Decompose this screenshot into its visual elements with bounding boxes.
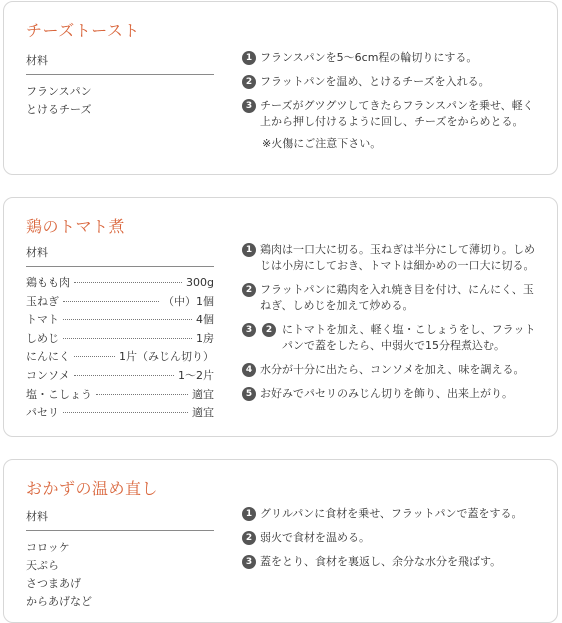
- ingredient-quantity: 300g: [186, 276, 214, 289]
- step-text: 水分が十分に出たら、コンソメを加え、味を調える。: [260, 363, 525, 376]
- ingredient-name: にんにく: [26, 350, 70, 364]
- dot-leader: [74, 375, 174, 376]
- ingredients-section: [26, 508, 214, 611]
- step-number-badge: 3: [242, 555, 256, 569]
- step-number-badge: 4: [242, 363, 256, 377]
- ingredient-name: トマト: [26, 313, 59, 327]
- step-text: チーズがグツグツしてきたらフランスパンを乗せ、軽く上から押し付けるように回し、チーズをからめとる。: [260, 99, 534, 128]
- dot-leader: [63, 338, 192, 339]
- ingredient-item: フランスパン: [26, 85, 92, 98]
- ingredient-quantity: 適宜: [192, 406, 214, 420]
- ingredient-item: [26, 348, 214, 367]
- ingredients-heading: 材料: [26, 508, 214, 531]
- step-number-badge: 1: [242, 243, 256, 257]
- step-item: [242, 506, 542, 522]
- step-item: [242, 282, 542, 314]
- step-item: [242, 386, 542, 402]
- step-item: [242, 530, 542, 546]
- ingredient-quantity: 1房: [196, 331, 214, 345]
- ingredient-name: パセリ: [26, 406, 59, 420]
- steps-list: [242, 242, 542, 410]
- ingredient-item: コロッケ: [26, 541, 70, 554]
- ingredient-item: [26, 274, 214, 293]
- ingredients-list: [26, 539, 214, 611]
- step-text: 弱火で食材を温める。: [260, 531, 370, 544]
- ingredients-heading: 材料: [26, 52, 214, 75]
- dot-leader: [63, 319, 192, 320]
- ingredient-item: からあげなど: [26, 595, 92, 608]
- dot-leader: [63, 412, 188, 413]
- ingredient-quantity: 4個: [196, 313, 214, 327]
- step-text: フラットパンを温め、とけるチーズを入れる。: [260, 75, 490, 88]
- step-number-badge: 1: [242, 507, 256, 521]
- dot-leader: [63, 301, 159, 302]
- ingredient-quantity: 適宜: [192, 387, 214, 401]
- step-text: グリルパンに食材を乗せ、フラットパンで蓋をする。: [260, 507, 523, 520]
- step-number-badge: 2: [242, 75, 256, 89]
- ingredients-section: [26, 244, 214, 423]
- ingredient-name: 玉ねぎ: [26, 294, 59, 308]
- step-number-badge: 3: [242, 323, 256, 337]
- ingredient-name: 塩・こしょう: [26, 387, 92, 401]
- step-item: [242, 554, 542, 570]
- ingredient-name: コンソメ: [26, 368, 70, 382]
- recipe-title: おかずの温め直し: [26, 479, 159, 498]
- ingredient-item: 天ぷら: [26, 559, 59, 572]
- dot-leader: [74, 356, 115, 357]
- ingredients-list: [26, 83, 214, 119]
- ingredient-item: [26, 330, 214, 349]
- ingredient-item: [26, 404, 214, 423]
- dot-leader: [74, 282, 182, 283]
- step-text: 鶏肉は一口大に切る。玉ねぎは半分にして薄切り。しめじは小房にしておき、トマトは細かめの一口大に切る。: [260, 243, 535, 272]
- step-number-badge: 2: [242, 283, 256, 297]
- ingredient-item: [26, 311, 214, 330]
- caution-note: ※火傷にご注意下さい。: [262, 137, 382, 150]
- step-item: [242, 242, 542, 274]
- ingredient-item: さつまあげ: [26, 577, 81, 590]
- recipe-card-chicken-tomato-stew: [3, 197, 558, 437]
- step-text: にトマトを加え、軽く塩・こしょうをし、フラットパンで蓋をしたら、中弱火で15分程煮込む。: [282, 323, 536, 352]
- ingredients-list: [26, 274, 214, 423]
- ingredient-quantity: 1～2片: [178, 368, 214, 382]
- step-item: [242, 98, 542, 130]
- step-item: [242, 362, 542, 378]
- step-text: フラットパンに鶏肉を入れ焼き目を付け、にんにく、玉ねぎ、しめじを加えて炒める。: [260, 283, 534, 312]
- ingredient-item: [26, 293, 214, 312]
- ingredient-item: とけるチーズ: [26, 103, 92, 116]
- step-text: フランスパンを5～6cm程の輪切りにする。: [260, 51, 478, 64]
- recipe-card-cheese-toast: [3, 1, 558, 175]
- step-text: お好みでパセリのみじん切りを飾り、出来上がり。: [260, 387, 513, 400]
- ingredient-quantity: （中）1個: [163, 294, 214, 308]
- step-reference-badge: 2: [262, 323, 276, 337]
- step-number-badge: 1: [242, 51, 256, 65]
- ingredient-name: しめじ: [26, 331, 59, 345]
- ingredients-section: [26, 52, 214, 119]
- step-number-badge: 2: [242, 531, 256, 545]
- dot-leader: [96, 394, 188, 395]
- ingredient-item: [26, 367, 214, 386]
- step-number-badge: 3: [242, 99, 256, 113]
- ingredient-name: 鶏もも肉: [26, 276, 70, 289]
- ingredients-heading: 材料: [26, 244, 214, 267]
- recipe-title: チーズトースト: [26, 21, 140, 40]
- step-text: 蓋をとり、食材を裏返し、余分な水分を飛ばす。: [260, 555, 502, 568]
- step-number-badge: 5: [242, 387, 256, 401]
- steps-list: [242, 50, 542, 138]
- ingredient-item: [26, 386, 214, 405]
- recipe-card-reheating-side-dishes: [3, 459, 558, 623]
- recipe-title: 鶏のトマト煮: [26, 217, 126, 236]
- step-item: [242, 322, 542, 354]
- ingredient-quantity: 1片（みじん切り）: [119, 350, 214, 364]
- steps-list: [242, 506, 542, 578]
- step-item: [242, 74, 542, 90]
- step-item: [242, 50, 542, 66]
